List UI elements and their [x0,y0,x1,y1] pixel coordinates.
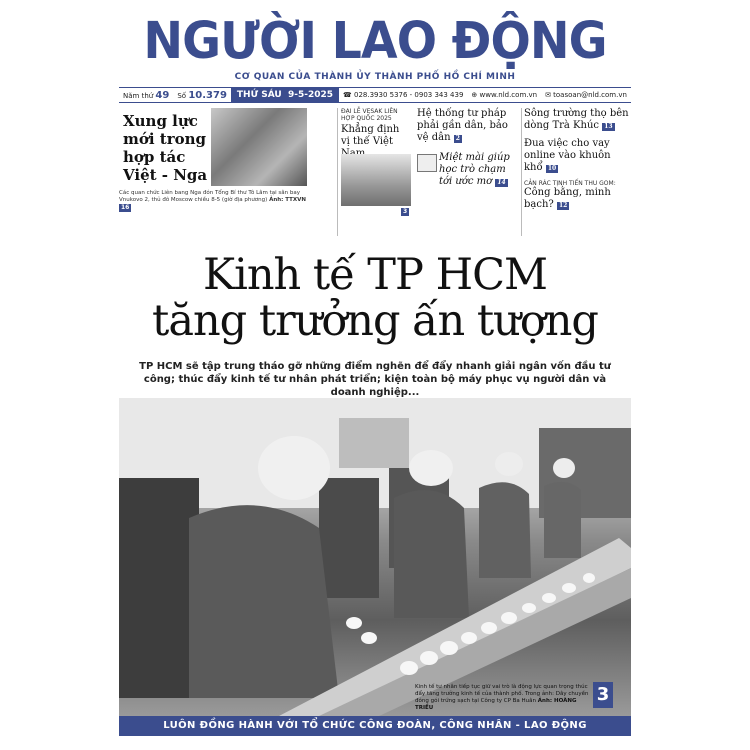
teaser3-item1-text: Hệ thống tư pháp phải gần dân, bảo vệ dân [417,108,508,143]
teaser2-photo [341,154,411,206]
teaser1-caption-text: Các quan chức Liên bang Nga đón Tổng Bí thư Tô Lâm tại sân bay Vnukovo 2, thủ đô Moscow chiều 8-5 (giờ địa phương) [119,190,301,203]
teaser4-item3 [524,187,631,211]
masthead: NGƯỜI LAO ĐỘNG [143,12,607,71]
main-headline [119,252,631,344]
teaser-column-4 [524,108,631,217]
teaser4-item1-text: Sông trường thọ bên dòng Trà Khúc [524,108,629,131]
teaser3-item1 [417,108,521,144]
divider [337,108,338,236]
footer-slogan: LUÔN ĐỒNG HÀNH VỚI TỔ CHỨC CÔNG ĐOÀN, CÔNG NHÂN - LAO ĐỘNG [119,716,631,736]
page-number: 3 [593,682,613,708]
teaser4-item1-page: 13 [604,123,613,130]
teaser2-page: 3 [403,208,408,215]
teaser3-item1-page: 2 [455,135,460,142]
year-info [119,90,173,101]
teaser1-credit: Ảnh: TTXVN [269,197,306,203]
teaser4-kicker: CẢN RÁC TỊNH TIẾN THU GOM: [524,180,616,187]
teaser1-photo [211,108,307,186]
email-label: toasoan@nld.com.vn [553,91,627,99]
photo-caption [415,684,593,712]
teaser1-caption [119,190,307,212]
teaser3-item2-page: 14 [497,179,506,186]
photo-credit: Ảnh: HOÀNG TRIỀU [415,698,577,711]
teaser-vietnam-russia [119,108,307,240]
day-box [231,88,339,102]
teaser4-item2 [524,138,631,174]
issue-info [173,90,231,101]
photo-caption-text: Kinh tế tư nhân tiếp tục giữ vai trò là động lực quan trọng thúc đẩy tăng trưởng kinh tế của thành phố. Trong ảnh: Dây chuyền đóng gói trứng sạch tại Công ty CP Ba Huân [415,684,589,704]
issue-label: Số [177,91,187,100]
email-info: ✉ toasoan@nld.com.vn [545,91,627,99]
egg-packing-line-illustration [119,398,631,716]
teaser2-kicker: ĐẠI LỄ VESAK LIÊN HỢP QUỐC 2025 [341,108,398,122]
teaser4-item2-page: 10 [547,165,557,172]
year-label: Năm thứ [123,91,154,100]
lead-paragraph: TP HCM sẽ tập trung tháo gỡ những điểm nghẽn để đẩy nhanh giải ngân vốn đầu tư công; thúc đẩy kinh tế tư nhân phát triển; kiện toàn bộ máy phục vụ người dân và doanh nghiệp... [139,361,611,398]
teaser4-item3-page: 12 [558,202,568,209]
teaser4-item3-text: Công bằng, minh bạch? [524,187,611,210]
tagline: CƠ QUAN CỦA THÀNH ỦY THÀNH PHỐ HỒ CHÍ MINH [234,72,516,82]
issue-value: 10.379 [188,89,227,101]
teaser2-headline: Khẳng định vị thế Việt [341,124,400,147]
date-label: 9-5-2025 [288,90,334,100]
day-label: THỨ SÁU [236,90,282,100]
teaser1-page: 16 [121,204,130,211]
phone-info: ☎ 028.3930 5376 - 0903 343 439 [343,91,464,99]
teaser4-item2-text: Đua việc cho vay online vào khuôn khổ [524,138,611,173]
info-bar [119,87,631,103]
main-photo [119,398,631,716]
headline-line1: Kinh tế TP HCM [202,250,548,300]
teaser-row [119,106,631,246]
year-value: 49 [155,89,170,101]
web-label: www.nld.com.vn [479,91,538,99]
web-info: ⊕ www.nld.com.vn [471,91,538,99]
divider [521,108,522,236]
newspaper-front-page [119,14,631,736]
teaser1-headline: Xung lực mới trong hợp tác Việt - Nga [123,112,208,184]
teaser-vesak [341,108,411,240]
teaser3-item2-text: Miệt mài giúp học trò chạm tới ước mơ [439,152,510,187]
teaser3-thumbnail-icon [417,154,437,172]
teaser4-item1 [524,108,631,132]
phone-label: 028.3930 5376 - 0903 343 439 [354,91,464,99]
headline-line2: tăng trưởng ấn tượng [152,296,598,346]
teaser-column-3 [417,108,521,188]
